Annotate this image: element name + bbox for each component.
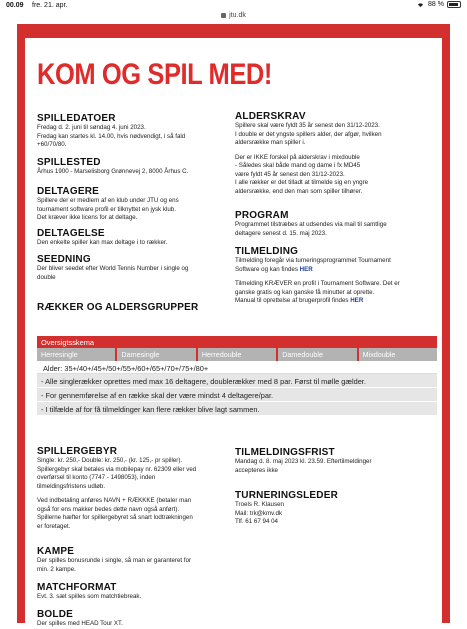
section-program: [235, 210, 440, 238]
line: Spillere der er medlem af en klub under JTU og ens: [37, 197, 179, 204]
line: være fyldt 45 år senest den 31/12-2023.: [235, 170, 345, 178]
text-deltagere: [37, 197, 237, 223]
section-raekker: [37, 302, 257, 313]
section-spillergebyr: [37, 446, 237, 531]
text-deltagelse: [37, 239, 237, 248]
line: Der spilles bonusrunde i single, så man er garanteret for: [37, 557, 192, 564]
line: Der spilles med HEAD Tour XT.: [37, 620, 123, 627]
line: Den enkelte spiller kan max deltage i to rækker.: [37, 239, 168, 246]
line: Spillerne hæfter for spillergebyret så snart lodtrækningen: [37, 514, 193, 522]
section-tilmelding: [235, 246, 440, 306]
line: I double er det yngste spillers alder, der afgør, hvilken: [235, 130, 382, 138]
url-text: jtu.dk: [229, 12, 246, 19]
line: Ved indbetaling anføres NAVN + RÆKKKE (betaler man: [37, 497, 192, 505]
heading-tilmeldingsfrist: TILMELDINGSFRIST: [235, 447, 335, 458]
clock: 00.09: [6, 2, 24, 9]
line: ganske gratis og kan ganske få minutter at oprette.: [235, 288, 375, 296]
text-bolde: [37, 620, 237, 629]
line: Programmet tilstræbes at udsendes via mail til samtlige: [235, 221, 387, 228]
heading-spillested: SPILLESTED: [37, 157, 101, 168]
line: Mandag d. 8. maj 2023 kl. 23.59. Eftertilmeldinger: [235, 458, 372, 465]
line: Evt. 3. sæt spilles som matchtiebreak.: [37, 593, 142, 600]
column-mixdouble: Mixdouble: [359, 348, 437, 361]
line: Spillergebyr skal betales via mobilepay nr. 62309 eller ved: [37, 465, 197, 473]
section-kampe: [37, 546, 237, 574]
text-tilmeldingsfrist: [235, 458, 440, 475]
section-tilmeldingsfrist: [235, 447, 440, 475]
column-damesingle: Damesingle: [117, 348, 197, 361]
line: er foretaget.: [37, 522, 71, 530]
line: double: [37, 273, 56, 281]
leader-name: Troels R. Klausen: [235, 501, 284, 508]
line: Spillere skal være fyldt 35 år senest den 31/12-2023.: [235, 122, 380, 129]
overview-ages: Alder: 35+/40+/45+/50+/55+/60+/65+/70+/75+/80+: [37, 361, 437, 374]
overview-rule: - Alle singlerækker oprettes med max 16 deltagere, doublerækker med 8 par. Først til mølle gælder.: [37, 374, 437, 388]
text-spillergebyr-indbetaling: [37, 497, 237, 531]
status-bar: [0, 0, 467, 12]
text-spillergebyr: [37, 457, 237, 491]
line: accepteres ikke: [235, 466, 278, 474]
overview-rule: - For gennemførelse af en række skal der være mindst 4 deltagere/par.: [37, 388, 437, 402]
page-title: KOM OG SPIL MED!: [37, 58, 272, 91]
leader-phone[interactable]: Tlf. 61 67 94 04: [235, 518, 278, 526]
section-deltagelse: [37, 228, 237, 248]
text-seedning: [37, 265, 237, 282]
line: min. 2 kampe.: [37, 565, 76, 573]
text-spilledatoer: [37, 124, 237, 150]
line: Der er IKKE forskel på alderskrav i mixdouble: [235, 153, 360, 161]
section-deltagere: [37, 186, 237, 223]
tournament-software-link[interactable]: HER: [299, 265, 313, 273]
line: Single: kr. 250,- Double: kr. 250,- (kr. 125,- pr spiller).: [37, 457, 183, 464]
line: Det kræver ikke licens for at deltage.: [37, 214, 138, 222]
text-tilmelding: [235, 257, 440, 274]
line: - Således skal både mand og dame i fx MD45: [235, 162, 361, 170]
status-right: [416, 1, 461, 8]
heading-matchformat: MATCHFORMAT: [37, 582, 117, 593]
heading-seedning: SEEDNING: [37, 254, 91, 265]
line: Tilmelding KRÆVER en profil i Tournament Software. Det er: [235, 280, 400, 288]
document-page: [17, 24, 450, 627]
column-herredouble: Herredouble: [198, 348, 278, 361]
lock-icon: [221, 13, 226, 18]
heading-kampe: KAMPE: [37, 546, 75, 557]
overview-table: [37, 336, 437, 416]
line: Århus 1900 - Marselisborg Grønnevej 2, 8000 Århus C.: [37, 168, 189, 175]
wifi-icon: [416, 1, 425, 8]
line: +60/70/80.: [37, 141, 67, 149]
heading-program: PROGRAM: [235, 210, 289, 221]
overview-header: Oversigtsskema: [37, 336, 437, 348]
line: Fredag d. 2. juni til søndag 4. juni 2023.: [37, 124, 146, 131]
column-herresingle: Herresingle: [37, 348, 117, 361]
section-spilledatoer: [37, 113, 237, 150]
text-spillested: [37, 168, 237, 177]
section-spillested: [37, 157, 237, 177]
heading-raekker: RÆKKER OG ALDERSGRUPPER: [37, 302, 199, 313]
section-seedning: [37, 254, 237, 282]
overview-columns: [37, 348, 437, 361]
line: Manual til oprettelse af brugerprofil findes: [235, 297, 351, 305]
heading-tilmelding: TILMELDING: [235, 246, 299, 257]
battery-icon: [447, 1, 461, 8]
section-bolde: [37, 609, 237, 629]
section-matchformat: [37, 582, 237, 602]
line: Tilmelding foregår via turneringsprogrammet Tournament: [235, 257, 391, 264]
heading-bolde: BOLDE: [37, 609, 73, 620]
battery-percent: 88 %: [428, 1, 444, 8]
heading-spillergebyr: SPILLERGEBYR: [37, 446, 118, 457]
line: tournament software profil er tilknyttet en jysk klub.: [37, 205, 176, 213]
section-turneringsleder: [235, 490, 440, 527]
line: tilmeldingsfristens udløb.: [37, 482, 106, 490]
line: deltagere senest d. 15. maj 2023.: [235, 229, 327, 237]
line: Software og kan findes: [235, 265, 300, 273]
heading-turneringsleder: TURNERINGSLEDER: [235, 490, 339, 501]
address-bar[interactable]: [0, 12, 467, 24]
line: Der bliver seedet efter World Tennis Number i single og: [37, 265, 189, 272]
line: Fredag kan startes kl. 14.00, hvis nødvendigt, i så fald: [37, 132, 186, 140]
battery-fill: [449, 3, 458, 6]
text-alderskrav: [235, 122, 440, 148]
heading-spilledatoer: SPILLEDATOER: [37, 113, 116, 124]
text-kampe: [37, 557, 237, 574]
text-turneringsleder: [235, 501, 440, 527]
heading-deltagere: DELTAGERE: [37, 186, 99, 197]
line: aldersrække, end den man som spiller tilhører.: [235, 187, 363, 195]
text-alderskrav-mixdouble: [235, 154, 440, 197]
line: også for ens makker bedes dette navn også anført).: [37, 505, 180, 513]
line: overførsel til konto (7747 - 1498053), inden: [37, 474, 156, 482]
text-program: [235, 221, 440, 238]
text-tilmelding-profil: [235, 280, 440, 306]
heading-alderskrav: ALDERSKRAV: [235, 111, 306, 122]
column-damedouble: Damedouble: [278, 348, 358, 361]
manual-link[interactable]: HER: [350, 297, 364, 305]
overview-rule: - I tilfælde af for få tilmeldinger kan flere rækker blive lagt sammen.: [37, 402, 437, 416]
line: aldersrække man spiller i.: [235, 139, 306, 147]
date: fre. 21. apr.: [32, 2, 68, 9]
heading-deltagelse: DELTAGELSE: [37, 228, 105, 239]
text-matchformat: [37, 593, 237, 602]
section-alderskrav: [235, 111, 440, 196]
leader-mail[interactable]: Mail: trk@kmv.dk: [235, 509, 283, 517]
line: I alle rækker er det tilladt at tilmelde sig en yngre: [235, 179, 369, 187]
